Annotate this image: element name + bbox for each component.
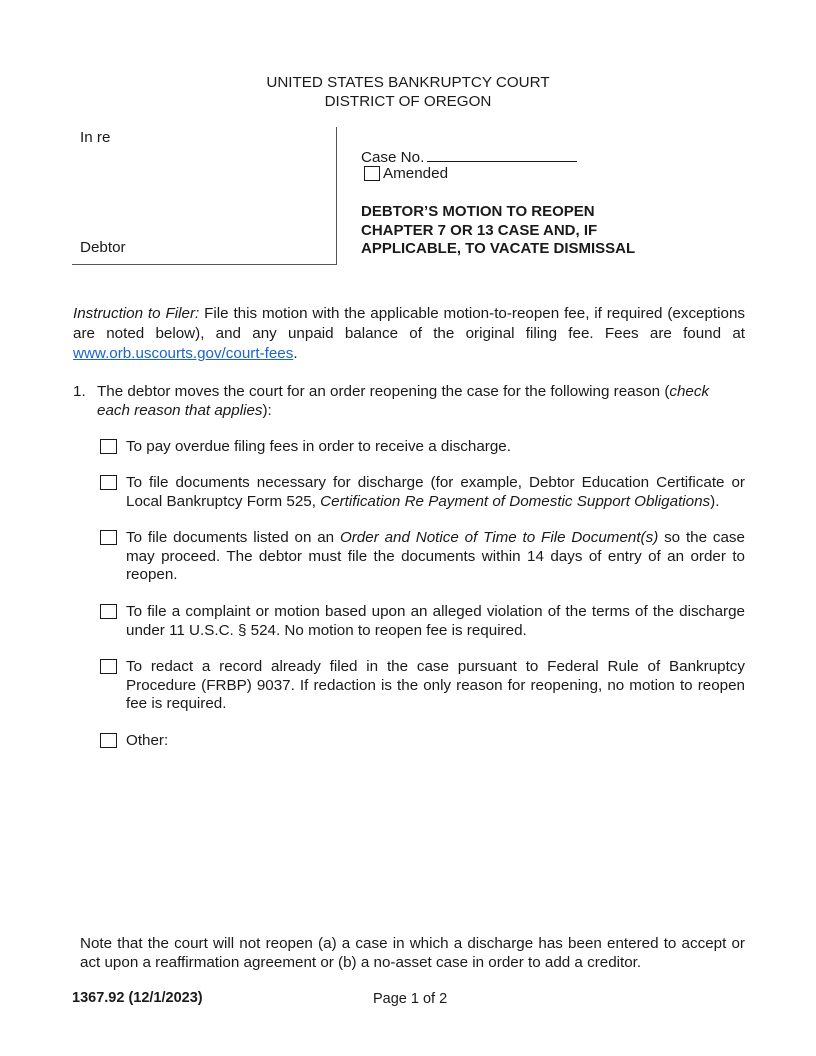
option-text-a: To file documents listed on an: [126, 529, 340, 546]
instruction-end: .: [293, 345, 298, 362]
document-title: [361, 203, 635, 259]
court-name: UNITED STATES BANKRUPTCY COURT: [266, 74, 550, 91]
option-other: [100, 732, 745, 751]
option-text: To pay overdue filing fees in order to receive a discharge.: [126, 438, 511, 455]
case-number-input[interactable]: [427, 147, 577, 162]
instruction-label: Instruction to Filer:: [73, 305, 200, 322]
amended-label: Amended: [383, 165, 449, 182]
option-checkbox[interactable]: [100, 475, 117, 490]
court-fees-link[interactable]: www.orb.uscourts.gov/court-fees: [73, 345, 294, 362]
case-number-label: Case No.: [361, 149, 425, 166]
caption-divider-vertical: [336, 127, 337, 265]
page-number: Page 1 of 2: [373, 991, 448, 1007]
reopen-note: Note that the court will not reopen (a) a case in which a discharge has been entered to accept or act upon a reaffirmation agreement or (b) a no-asset case in order to add a creditor.: [80, 935, 745, 971]
option-text-a: To file documents necessary for discharge (for example, Debtor Education Certificate or Local Bankruptcy Form 525,: [126, 474, 745, 510]
option-text-b: so the case may proceed. The debtor must file the documents within 14 days of entry of an order to reopen.: [126, 529, 745, 583]
option-file-listed-docs: [100, 529, 745, 585]
option-text: To file a complaint or motion based upon an alleged violation of the terms of the discharge under 11 U.S.C. § 524. No motion to reopen fee is required.: [126, 603, 745, 639]
title-line: CHAPTER 7 OR 13 CASE AND, IF: [361, 221, 598, 239]
option-text-b: ).: [710, 492, 720, 510]
option-text: To redact a record already filed in the case pursuant to Federal Rule of Bankruptcy Procedure (FRBP) 9037. If redaction is the only reason for reopening, no motion to reopen fee is required.: [126, 658, 745, 712]
filer-instruction: [73, 304, 745, 364]
in-re-label: In re: [80, 129, 111, 146]
title-line: DEBTOR’S MOTION TO REOPEN: [361, 203, 595, 220]
court-heading: [0, 73, 816, 111]
option-checkbox[interactable]: [100, 604, 117, 619]
form-number: 1367.92 (12/1/2023): [72, 990, 203, 1006]
item-number: 1.: [73, 383, 86, 400]
caption-divider-horizontal: [72, 264, 337, 265]
option-checkbox[interactable]: [100, 530, 117, 545]
amended-checkbox-row: [364, 165, 448, 182]
item-1-lead: The debtor moves the court for an order reopening the case for the following reason (: [97, 383, 670, 400]
option-pay-fees: [100, 438, 745, 457]
amended-checkbox[interactable]: [364, 166, 380, 181]
item-1-end: ):: [262, 401, 272, 419]
option-complaint-524: [100, 603, 745, 640]
option-text: [126, 474, 745, 511]
option-redact-record: [100, 658, 745, 714]
option-text: Other:: [126, 732, 169, 749]
item-1-italic: check each reason that applies: [97, 383, 710, 419]
option-text-italic: Certification Re Payment of Domestic Support Obligations: [320, 492, 711, 510]
court-district: DISTRICT OF OREGON: [324, 93, 492, 110]
option-text: [126, 529, 745, 585]
option-file-discharge-docs: [100, 474, 745, 511]
option-checkbox[interactable]: [100, 733, 117, 748]
instruction-text: File this motion with the applicable motion-to-reopen fee, if required (exceptions are noted below), and any unpaid balance of the original filing fee. Fees are found at: [73, 305, 746, 342]
debtor-label: Debtor: [80, 239, 126, 256]
item-1-text: [97, 383, 745, 420]
option-checkbox[interactable]: [100, 439, 117, 454]
option-checkbox[interactable]: [100, 659, 117, 674]
title-line: APPLICABLE, TO VACATE DISMISSAL: [361, 240, 636, 257]
case-number-field: [361, 147, 577, 166]
item-1: [73, 383, 745, 420]
option-text-italic: Order and Notice of Time to File Document(s): [339, 529, 659, 546]
